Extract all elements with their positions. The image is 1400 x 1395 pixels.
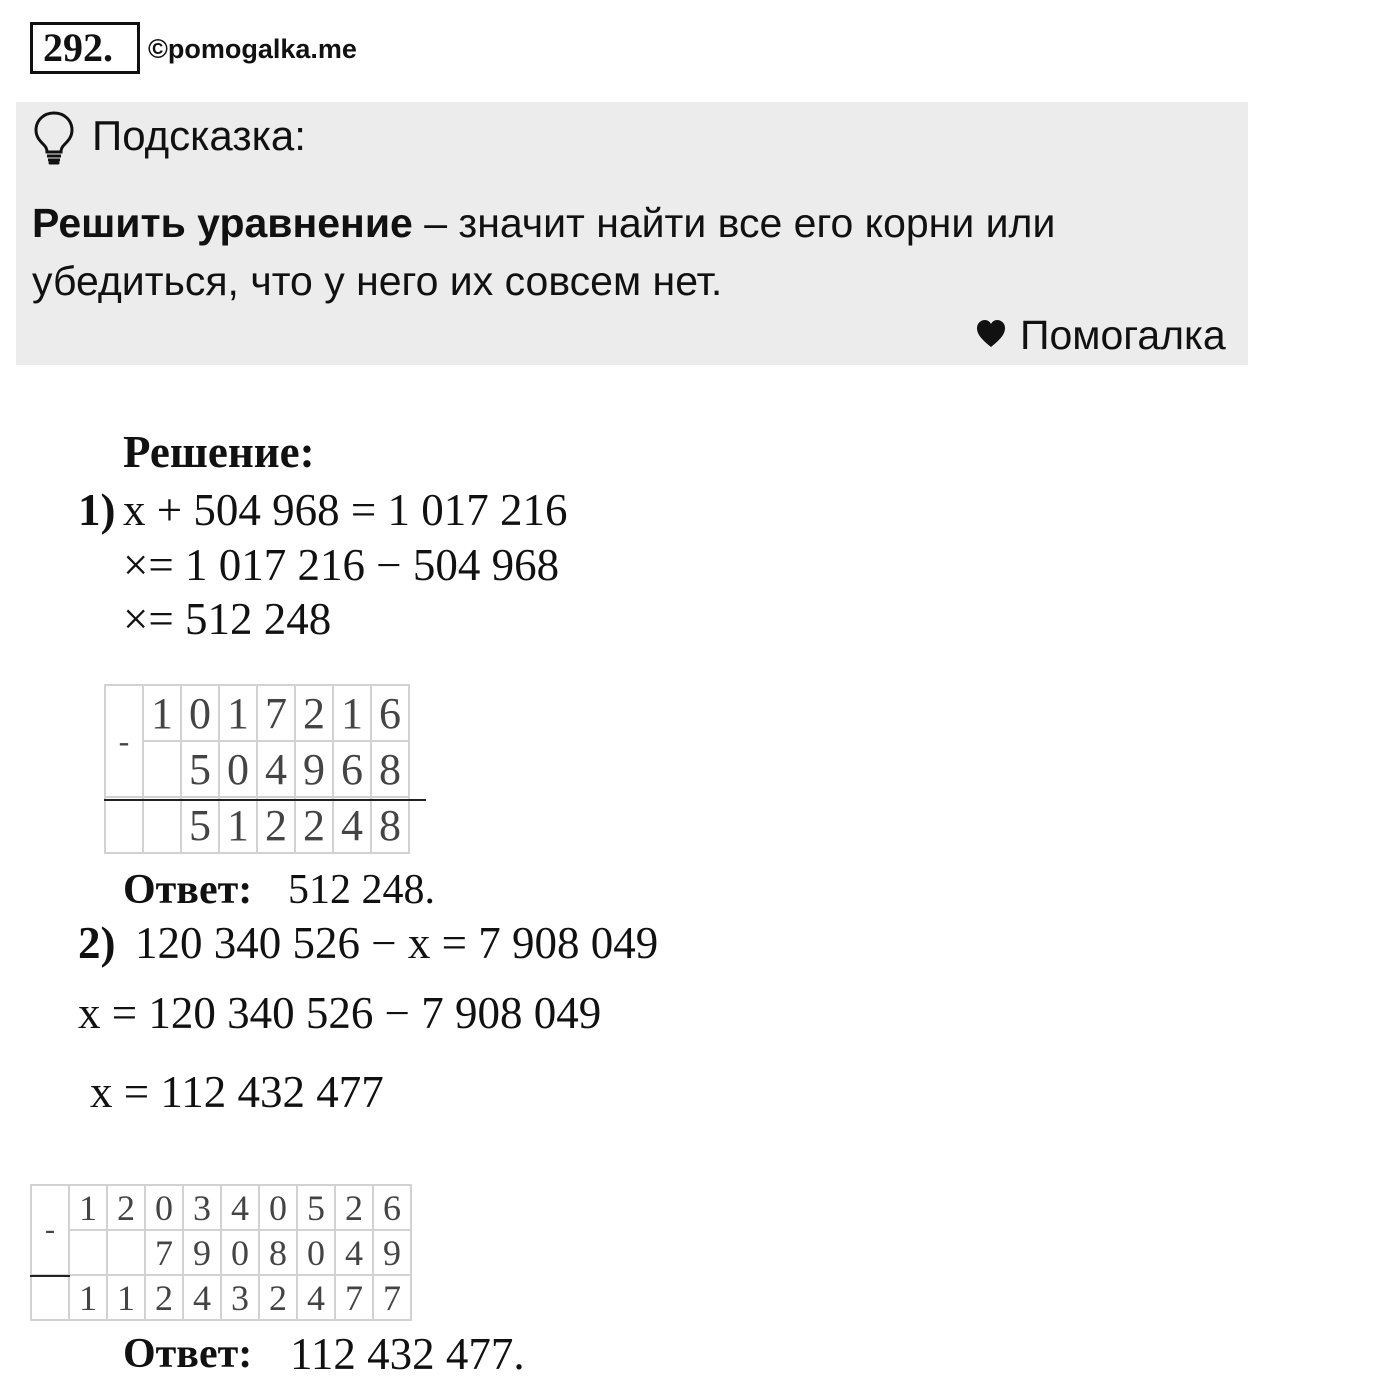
column-subtraction-1 — [104, 684, 410, 854]
digit-cell: 2 — [295, 685, 333, 741]
digit-cell: 0 — [221, 1230, 259, 1275]
digit-cell: 3 — [183, 1185, 221, 1230]
part1-line-2: ×= 1 017 216 − 504 968 — [123, 540, 560, 590]
digit-cell: 1 — [69, 1275, 107, 1320]
digit-cell: 7 — [373, 1275, 411, 1320]
digit-cell: 5 — [181, 797, 219, 853]
digit-cell: 4 — [335, 1230, 373, 1275]
result-rule-2 — [30, 1275, 70, 1277]
digit-cell: 5 — [181, 741, 219, 797]
digit-cell: 4 — [221, 1185, 259, 1230]
brand-name: Помогалка — [1020, 312, 1226, 358]
digit-cell: 0 — [259, 1185, 297, 1230]
digit-cell: 2 — [145, 1275, 183, 1320]
digit-cell: 1 — [143, 685, 181, 741]
empty-cell — [31, 1275, 69, 1320]
digit-cell: 1 — [219, 685, 257, 741]
digit-cell — [143, 797, 181, 853]
digit-cell — [143, 741, 181, 797]
digit-cell: 3 — [221, 1275, 259, 1320]
digit-cell: 9 — [295, 741, 333, 797]
answer-label-2: Ответ: — [123, 1331, 253, 1377]
answer-value-1: 512 248. — [288, 867, 435, 913]
problem-number: 292. — [30, 22, 140, 74]
result-row — [105, 797, 409, 853]
digit-cell: 8 — [259, 1230, 297, 1275]
digit-cell: 8 — [371, 741, 409, 797]
heart-icon — [975, 318, 1007, 350]
digit-cell: 4 — [257, 741, 295, 797]
column-subtraction-2 — [30, 1184, 412, 1321]
digit-cell: 9 — [373, 1230, 411, 1275]
subtrahend-row — [105, 741, 409, 797]
digit-cell: 7 — [145, 1230, 183, 1275]
part2-line-2: x = 120 340 526 − 7 908 049 — [78, 988, 602, 1038]
digit-cell: 0 — [145, 1185, 183, 1230]
digit-cell: 4 — [297, 1275, 335, 1320]
hint-title: Подсказка: — [92, 112, 306, 159]
part2-line-1: 120 340 526 − x = 7 908 049 — [135, 918, 659, 968]
empty-cell — [105, 797, 143, 853]
digit-cell: 2 — [335, 1185, 373, 1230]
digit-cell — [107, 1230, 145, 1275]
digit-cell: 1 — [333, 685, 371, 741]
digit-cell: 0 — [181, 685, 219, 741]
subtrahend-row — [31, 1230, 411, 1275]
digit-cell: 0 — [219, 741, 257, 797]
hint-bold-term: Решить уравнение — [32, 200, 413, 246]
hint-text-line-1 — [32, 200, 1055, 247]
digit-cell: 2 — [259, 1275, 297, 1320]
part2-line-3: x = 112 432 477 — [90, 1067, 384, 1117]
minus-sign: - — [105, 685, 143, 797]
digit-cell: 8 — [371, 797, 409, 853]
part1-line-3: ×= 512 248 — [123, 594, 332, 644]
digit-cell: 7 — [335, 1275, 373, 1320]
digit-cell: 2 — [107, 1185, 145, 1230]
result-row — [31, 1275, 411, 1320]
answer-value-2: 112 432 477. — [290, 1329, 525, 1379]
part1-number: 1) — [78, 485, 116, 535]
digit-cell: 6 — [371, 685, 409, 741]
digit-cell: 2 — [295, 797, 333, 853]
digit-cell: 5 — [297, 1185, 335, 1230]
digit-cell: 4 — [183, 1275, 221, 1320]
digit-cell: 4 — [333, 797, 371, 853]
minuend-row — [105, 685, 409, 741]
lightbulb-icon — [32, 110, 76, 166]
hint-text: – значит найти все его корни или — [412, 200, 1056, 246]
digit-cell: 1 — [219, 797, 257, 853]
digit-cell: 6 — [373, 1185, 411, 1230]
minuend-row — [31, 1185, 411, 1230]
digit-cell: 7 — [257, 685, 295, 741]
digit-cell: 0 — [297, 1230, 335, 1275]
hint-text-line-2: убедиться, что у него их совсем нет. — [32, 258, 723, 304]
minus-sign: - — [31, 1185, 69, 1275]
digit-cell: 1 — [69, 1185, 107, 1230]
result-rule-1 — [104, 799, 426, 801]
digit-cell: 9 — [183, 1230, 221, 1275]
digit-cell — [69, 1230, 107, 1275]
digit-cell: 2 — [257, 797, 295, 853]
site-watermark: ©pomogalka.me — [148, 34, 357, 64]
solution-title: Решение: — [123, 427, 315, 477]
part1-line-1: x + 504 968 = 1 017 216 — [123, 485, 568, 535]
digit-cell: 1 — [107, 1275, 145, 1320]
answer-label-1: Ответ: — [123, 867, 253, 913]
part2-number: 2) — [78, 918, 116, 968]
digit-cell: 6 — [333, 741, 371, 797]
